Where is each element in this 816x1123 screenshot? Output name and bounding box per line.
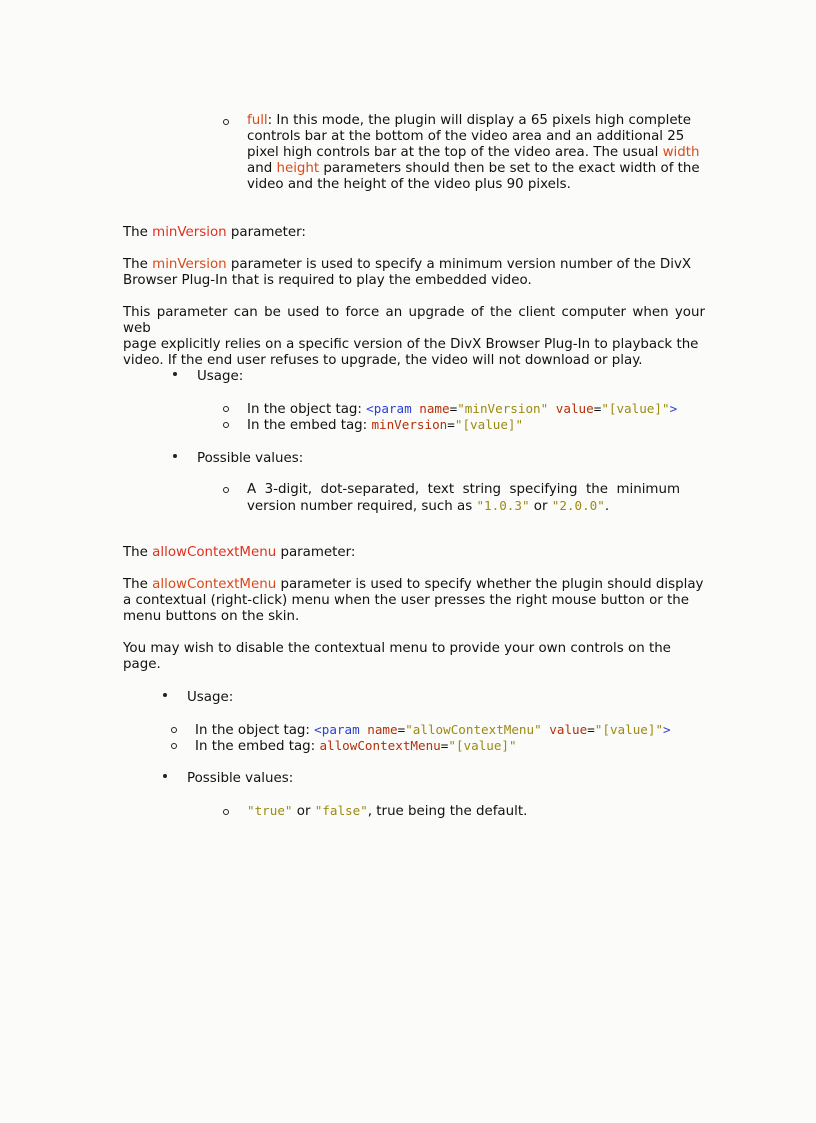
- minversion-paragraph: This parameter can be used to force an upgrade of the client computer when your web page explicitly relies on a specific version of the DivX Browser Plug-In to playback the video. If the end user refuses to upgrade, the video will not download or play.: [123, 305, 705, 368]
- bullet-icon: [163, 774, 167, 778]
- minversion-usage-label: Usage:: [197, 369, 244, 384]
- allowcontextmenu-heading: The allowContextMenu parameter:: [123, 545, 356, 560]
- circle-bullet-icon: [223, 487, 229, 493]
- allowcontextmenu-paragraph: You may wish to disable the contextual menu to provide your own controls on the page.: [123, 641, 671, 672]
- circle-bullet-icon: [223, 406, 229, 412]
- minversion-heading: The minVersion parameter:: [123, 225, 306, 240]
- allowcontextmenu-description: The allowContextMenu parameter is used to specify whether the plugin should display a contextual (right-click) menu when the user presses the right mouse button or the menu buttons on the skin.: [123, 577, 704, 624]
- minversion-possible-values: A 3-digit, dot-separated, text string specifying the minimum version number required, such as "1.0.3" or "2.0.0".: [247, 482, 680, 514]
- allowcontextmenu-possible-values: "true" or "false", true being the default.: [247, 803, 528, 819]
- circle-bullet-icon: [223, 422, 229, 428]
- bullet-icon: [173, 454, 177, 458]
- minversion-embed-tag: In the embed tag: minVersion="[value]": [247, 417, 524, 433]
- allowcontextmenu-object-tag: In the object tag: <param name="allowContextMenu" value="[value]">: [195, 722, 671, 738]
- allowcontextmenu-usage-label: Usage:: [187, 690, 234, 705]
- circle-bullet-icon: [171, 727, 177, 733]
- width-keyword: width: [662, 145, 700, 160]
- circle-bullet-icon: [223, 809, 229, 815]
- allowcontextmenu-possible-label: Possible values:: [187, 771, 294, 786]
- full-keyword: full: [247, 113, 268, 128]
- circle-bullet-icon: [223, 119, 229, 125]
- bullet-icon: [173, 372, 177, 376]
- circle-bullet-icon: [171, 743, 177, 749]
- allowcontextmenu-embed-tag: In the embed tag: allowContextMenu="[value]": [195, 738, 517, 754]
- full-mode-item: full: In this mode, the plugin will display a 65 pixels high complete controls bar at the bottom of the video area and an additional 25 pixel high controls bar at the top of the video area. The usual width and height parameters should then be set to the exact width of the video and the height of the video plus 90 pixels.: [247, 113, 700, 192]
- height-keyword: height: [276, 161, 320, 176]
- minversion-object-tag: In the object tag: <param name="minVersion" value="[value]">: [247, 401, 678, 417]
- minversion-possible-label: Possible values:: [197, 451, 304, 466]
- minversion-description: The minVersion parameter is used to specify a minimum version number of the DivX Browser Plug-In that is required to play the embedded video.: [123, 257, 692, 288]
- bullet-icon: [163, 693, 167, 697]
